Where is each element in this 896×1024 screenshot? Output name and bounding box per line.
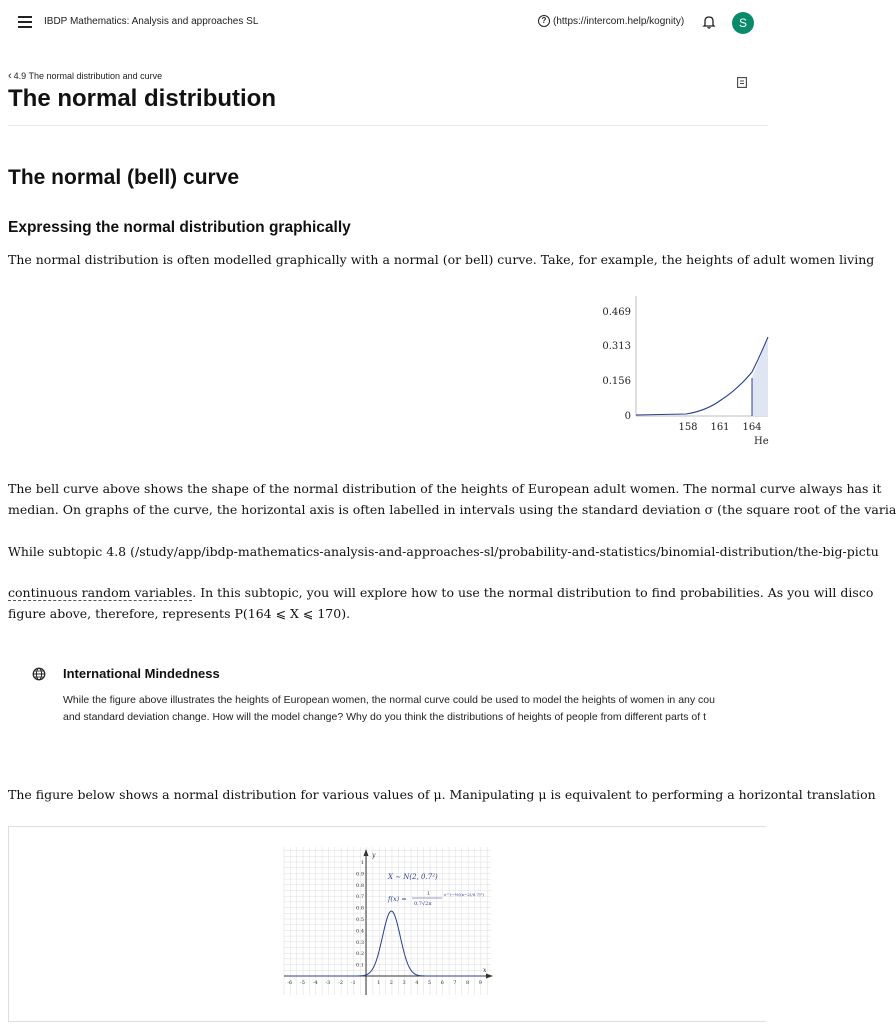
x-axis-label: x — [483, 967, 487, 974]
y-tick-label: 0.5 — [356, 917, 364, 923]
x-tick-label: 9 — [478, 980, 482, 986]
y-tick-label: 0.6 — [356, 905, 364, 912]
breadcrumb-text: 4.9 The normal distribution and curve — [13, 71, 163, 81]
header-divider — [8, 125, 768, 126]
app-title[interactable]: IBDP Mathematics: Analysis and approaches SL — [44, 16, 259, 27]
globe-icon — [32, 667, 46, 681]
x-tick-label: -6 — [287, 980, 293, 986]
international-mindedness-text-line1: While the figure above illustrates the heights of European women, the normal curve could be used to model the heights of women in any cou — [63, 694, 715, 706]
paragraph-subtopic-link[interactable]: While subtopic 4.8 (/study/app/ibdp-mathematics-analysis-and-approaches-sl/probability-and-statistics/binomial-distribution/the-big-pictu — [8, 544, 879, 559]
y-tick-label: 0.7 — [356, 894, 364, 901]
y-tick-label: 0.8 — [356, 882, 364, 889]
paragraph-continuous-rest: . In this subtopic, you will explore how to use the normal distribution to find probabilities. As you will disco — [192, 585, 874, 600]
x-tick-label: -3 — [325, 980, 331, 986]
shaded-region — [752, 340, 768, 416]
y-tick-label: 0.9 — [356, 871, 364, 878]
pdf-label-lhs: f(x) = — [388, 895, 407, 903]
x-tick-label: -2 — [338, 980, 344, 986]
y-tick-label: 1 — [360, 860, 364, 866]
help-icon: ? — [538, 15, 550, 27]
x-tick-label: -5 — [300, 980, 305, 986]
menu-icon[interactable] — [18, 16, 32, 28]
y-tick-label: 0.1 — [356, 962, 364, 969]
subsection-heading: Expressing the normal distribution graphically — [8, 219, 351, 236]
x-tick-label: 3 — [402, 980, 406, 986]
figure-container — [8, 826, 766, 1022]
bookmark-icon[interactable] — [737, 77, 747, 88]
section-heading: The normal (bell) curve — [8, 166, 240, 189]
paragraph-mu: The figure below shows a normal distribution for various values of μ. Manipulating μ is equivalent to performing a horizontal translation — [8, 787, 876, 802]
x-tick-label: 5 — [427, 980, 432, 986]
international-mindedness-text-line2: and standard deviation change. How will the model change? Why do you think the distributions of heights of people from different parts of t — [63, 711, 707, 723]
x-tick-label: 158 — [678, 422, 698, 433]
help-link-text: (https://intercom.help/kognity) — [553, 15, 685, 27]
page-title: The normal distribution — [8, 85, 276, 112]
paragraph-bell-curve-line2: median. On graphs of the curve, the horizontal axis is often labelled in intervals using the standard deviation σ (the square root of the varia — [8, 502, 896, 517]
pdf-label-exponent: e^(−½((x−2)/0.7)²) — [444, 892, 484, 897]
heights-normal-curve-figure — [596, 292, 768, 452]
paragraph-probability: figure above, therefore, represents P(164 ⩽ X ⩽ 170). — [8, 606, 351, 621]
paragraph-intro-rest: . Take, for example, the heights of adult women living — [532, 252, 875, 267]
x-tick-label: 8 — [466, 980, 470, 986]
back-arrow-icon: ‹ — [8, 70, 12, 82]
y-tick-label: 0.156 — [602, 376, 631, 387]
x-tick-label: 7 — [453, 980, 457, 986]
bell-icon[interactable] — [702, 15, 716, 29]
y-tick-label: 0 — [624, 411, 631, 422]
glossary-term-normal-curve[interactable]: The normal distribution is often modelled graphically with a normal (or bell) curve — [8, 252, 533, 267]
paragraph-bell-curve-line1: The bell curve above shows the shape of the normal distribution of the heights of European adult women. The normal curve always has it — [8, 481, 882, 496]
x-tick-label: -4 — [312, 980, 318, 986]
y-tick-label: 0.3 — [356, 939, 364, 946]
normal-curve — [636, 337, 768, 415]
y-tick-label: 0.469 — [602, 307, 631, 318]
y-tick-label: 0.2 — [356, 951, 364, 958]
x-tick-label: 6 — [440, 980, 444, 986]
x-tick-label: 1 — [377, 980, 381, 986]
top-bar — [0, 0, 768, 46]
pdf-label-numerator: 1 — [427, 891, 431, 897]
international-mindedness-title: International Mindedness — [63, 666, 220, 681]
y-tick-label: 0.4 — [356, 928, 364, 935]
glossary-term-continuous-random-variables[interactable]: continuous random variables — [8, 585, 193, 600]
avatar[interactable]: S — [732, 12, 754, 34]
pdf-label-denominator: 0.7√2π — [414, 901, 432, 907]
x-tick-label: 161 — [710, 422, 730, 433]
normal-distribution-mu-figure[interactable] — [284, 847, 494, 995]
breadcrumb[interactable] — [8, 70, 162, 82]
x-tick-label: 2 — [389, 980, 393, 986]
y-tick-label: 0.313 — [602, 341, 631, 352]
x-tick-label: 164 — [742, 422, 762, 433]
x-tick-label: -1 — [350, 980, 356, 986]
paragraph-intro — [8, 252, 874, 267]
x-axis-label: He — [754, 436, 769, 447]
y-axis-label: y — [372, 852, 376, 859]
x-tick-label: 4 — [415, 980, 419, 986]
distribution-label: X ∼ N(2, 0.7²) — [388, 873, 438, 881]
paragraph-continuous — [8, 585, 873, 600]
help-link[interactable] — [538, 15, 684, 27]
